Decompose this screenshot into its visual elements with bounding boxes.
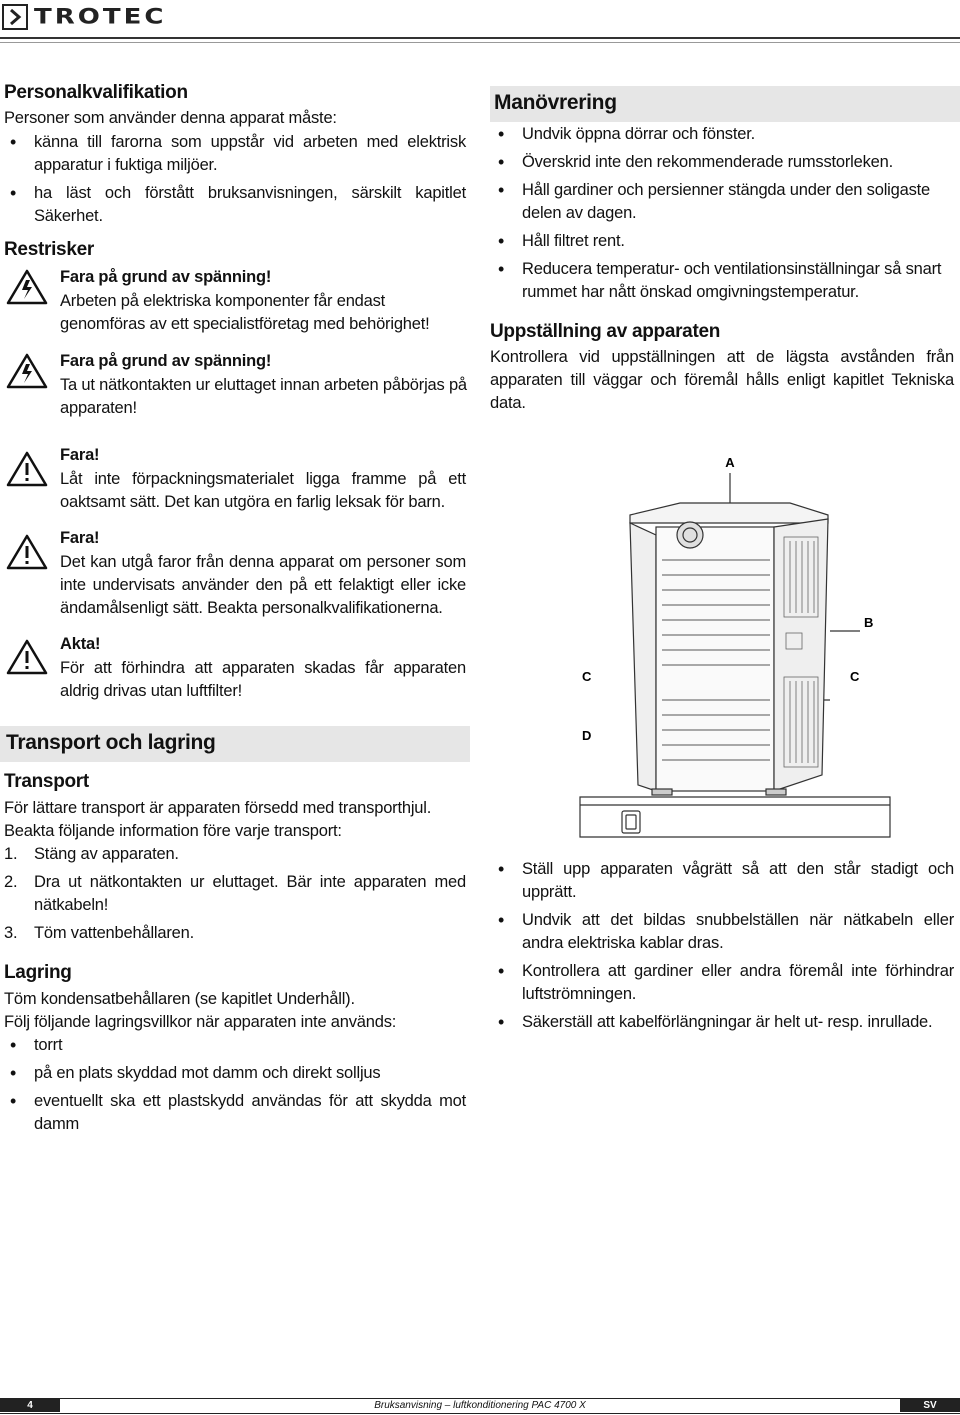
brand-logo (0, 0, 166, 34)
list-item: • Undvik öppna dörrar och fönster. (492, 123, 956, 146)
list-item: • torrt (4, 1034, 466, 1057)
personal-title: Personalkvalifikation (4, 82, 188, 103)
electric-hazard-icon (6, 268, 48, 306)
warning-text: Det kan utgå faror från denna apparat om personer som inte undervisats använder den på ett felaktigt eller icke ändamålsenligt sätt. Beakta personalkvalifikationerna. (60, 553, 466, 617)
list-item: • Håll gardiner och persienner stängda under den soligaste delen av dagen. (492, 179, 956, 225)
warning-icon (6, 638, 48, 676)
step-number: 3. (4, 924, 18, 942)
warning-text: Arbeten på elektriska komponenter får endast genomföras av ett specialistföretag med behörighet! (60, 292, 430, 333)
list-item: • Undvik att det bildas snubbelställen när nätkabeln eller andra elektriska kablar dras. (492, 909, 954, 955)
lagring-list (4, 1034, 466, 1141)
manovrering-title: Manövrering (494, 91, 617, 114)
list-item (4, 871, 466, 917)
step-number: 2. (4, 873, 18, 891)
figure-label-c-left: C (582, 669, 592, 684)
warning-title: Akta! (60, 635, 101, 653)
figure-label-c-right: C (850, 669, 860, 684)
lagring-p1: Töm kondensatbehållaren (se kapitlet Underhåll). (4, 990, 355, 1008)
device-setup-illustration (490, 445, 960, 845)
warning-icon (6, 533, 48, 571)
list-item (4, 843, 466, 866)
list-item: • eventuellt ska ett plastskydd användas för att skydda mot damm (4, 1090, 466, 1136)
electric-hazard-icon (6, 352, 48, 390)
setup-list (492, 858, 954, 1039)
warning-title: Fara! (60, 529, 100, 547)
logo-chevron-icon (2, 4, 28, 30)
figure-label-b: B (864, 615, 874, 630)
figure-label-a: A (725, 455, 735, 470)
warning-title: Fara! (60, 446, 100, 464)
warning-text: För att förhindra att apparaten skadas får apparaten aldrig drivas utan luftfilter! (60, 659, 466, 700)
warning-title: Fara på grund av spänning! (60, 352, 272, 370)
personal-intro: Personer som använder denna apparat måste: (4, 109, 337, 127)
warning-icon (6, 450, 48, 488)
header-rule-thin (0, 42, 960, 43)
transport-title: Transport (4, 771, 89, 792)
list-item: • Håll filtret rent. (492, 230, 956, 253)
list-item: • Kontrollera att gardiner eller andra föremål inte förhindrar luftströmningen. (492, 960, 954, 1006)
page-number: 4 (0, 1398, 60, 1412)
step-text: Dra ut nätkontakten ur eluttaget. Bär inte apparaten med nätkabeln! (34, 873, 466, 914)
list-item: • ha läst och förstått bruksanvisningen, särskilt kapitlet Säkerhet. (4, 182, 466, 228)
transport-p2: Beakta följande information före varje transport: (4, 822, 342, 840)
warning-text: Ta ut nätkontakten ur eluttaget innan arbeten påbörjas på apparaten! (60, 376, 467, 417)
step-number: 1. (4, 845, 18, 863)
transport-steps (4, 843, 466, 950)
warning-title: Fara på grund av spänning! (60, 268, 272, 286)
uppstallning-text: Kontrollera vid uppställningen att de lägsta avstånden från apparaten till väggar och föremål hålls enligt kapitlet Tekniska data. (490, 348, 954, 412)
step-text: Stäng av apparaten. (34, 845, 179, 863)
list-item: • Säkerställ att kabelförlängningar är helt ut- resp. inrullade. (492, 1011, 954, 1034)
step-text: Töm vattenbehållaren. (34, 924, 194, 942)
list-item: • Överskrid inte den rekommenderade rumsstorleken. (492, 151, 956, 174)
personal-list (4, 131, 466, 233)
header-rule (0, 37, 960, 39)
footer-title: Bruksanvisning – luftkonditionering PAC 4700 X (374, 1399, 586, 1411)
section-title: Transport och lagring (6, 731, 216, 754)
manovrering-list (492, 123, 956, 309)
lagring-p2: Följ följande lagringsvillkor när apparaten inte används: (4, 1013, 397, 1031)
warning-text: Låt inte förpackningsmaterialet ligga framme på ett oaktsamt sätt. Det kan utgöra en farlig leksak för barn. (60, 470, 466, 511)
list-item (4, 922, 466, 945)
figure-label-d: D (582, 728, 592, 743)
list-item: • Reducera temperatur- och ventilationsinställningar så snart rummet har nått önskad omgivningstemperatur. (492, 258, 956, 304)
list-item: • känna till farorna som uppstår vid arbeten med elektrisk apparatur i fuktiga miljöer. (4, 131, 466, 177)
uppstallning-title: Uppställning av apparaten (490, 321, 721, 342)
list-item: • Ställ upp apparaten vågrätt så att den står stadigt och upprätt. (492, 858, 954, 904)
lagring-title: Lagring (4, 962, 72, 983)
list-item: • på en plats skyddad mot damm och direkt solljus (4, 1062, 466, 1085)
transport-p1: För lättare transport är apparaten försedd med transporthjul. (4, 799, 432, 817)
language-code: SV (900, 1398, 960, 1412)
restrisker-title: Restrisker (4, 239, 94, 260)
brand-name: TROTEC (34, 4, 167, 30)
